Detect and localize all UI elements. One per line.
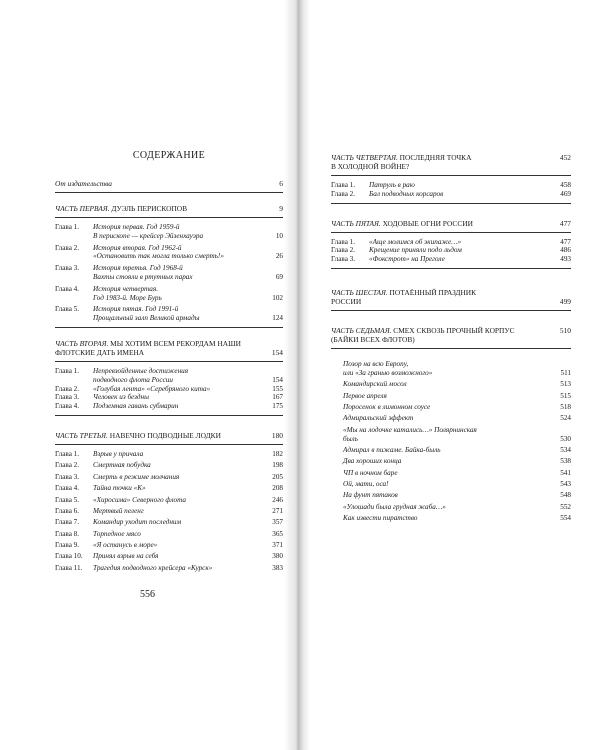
chapter-number: Глава 1. <box>331 181 356 189</box>
chapter-page: 167 <box>272 393 283 402</box>
part-prefix: ЧАСТЬ ШЕСТАЯ. <box>331 287 388 297</box>
title-line: Торпедное мясо <box>93 529 141 538</box>
toc-story <box>331 392 571 401</box>
title-line: Вахты стояли в ртутных парах <box>93 272 193 281</box>
part-2-chapters <box>55 367 283 411</box>
divider <box>55 217 283 218</box>
toc-part-2 <box>55 339 283 357</box>
story-title <box>331 491 549 500</box>
chapter-title <box>93 564 261 573</box>
chapter-page: 552 <box>560 502 571 511</box>
chapter-page: 26 <box>275 252 283 261</box>
part-prefix: ЧАСТЬ ПЯТАЯ. <box>331 218 381 228</box>
chapter-page: 493 <box>560 255 571 264</box>
chapter-number: Глава 4. <box>55 402 80 411</box>
title-line: Тайна точки «К» <box>93 484 146 493</box>
toc-story <box>331 491 571 500</box>
title-line: История первая. Год 1959-й <box>93 223 180 231</box>
right-toc-column <box>331 153 571 526</box>
toc-chapter <box>55 496 283 505</box>
chapter-page: 543 <box>560 480 571 489</box>
chapter-page: 541 <box>560 468 571 477</box>
chapter-page: 205 <box>272 472 283 481</box>
part-1-chapters <box>55 223 283 323</box>
toc-chapter <box>331 238 571 247</box>
chapter-page: 513 <box>560 380 571 389</box>
chapter-title <box>93 385 261 394</box>
story-title <box>331 392 549 401</box>
toc-chapter <box>55 393 283 402</box>
chapter-title <box>93 507 261 516</box>
chapter-title <box>93 223 261 241</box>
toc-entry-page: 6 <box>279 179 283 188</box>
chapter-page: 365 <box>272 529 283 538</box>
part-prefix: ЧАСТЬ ПЕРВАЯ. <box>55 204 110 213</box>
chapter-number: Глава 2. <box>55 461 80 470</box>
part-title: НАВЕЧНО ПОДВОДНЫЕ ЛОДКИ <box>109 430 221 440</box>
chapter-title <box>93 552 261 561</box>
toc-title: СОДЕРЖАНИЕ <box>132 150 206 161</box>
chapter-number: Глава 7. <box>55 518 80 527</box>
title-line: Принял взрыв на себя <box>93 552 159 561</box>
toc-chapter <box>55 264 283 282</box>
toc-chapter <box>331 246 571 255</box>
part-title-line-1: СМЕХ СКВОЗЬ ПРОЧНЫЙ КОРПУС <box>393 325 515 335</box>
part-4-chapters <box>331 181 571 199</box>
story-title <box>331 514 549 523</box>
chapter-title <box>369 190 549 199</box>
chapter-number: Глава 5. <box>55 305 80 314</box>
part-page: 477 <box>559 218 571 228</box>
chapter-page: 383 <box>272 563 283 572</box>
part-title: ХОДОВЫЕ ОГНИ РОССИИ <box>382 218 473 228</box>
title-line: Год 1983-й. Море Бурь <box>93 293 162 302</box>
story-title <box>331 380 549 389</box>
part-title-line-2: ФЛОТСКИЕ ДАТЬ ИМЕНА <box>55 347 145 357</box>
chapter-number: Глава 4. <box>55 284 80 293</box>
chapter-title <box>93 473 261 482</box>
part-title-line-2: В ХОЛОДНОЙ ВОЙНЕ? <box>331 162 410 171</box>
part-page: 180 <box>271 430 283 440</box>
chapter-page: 10 <box>275 231 283 240</box>
toc-part-3 <box>55 431 283 440</box>
toc-chapter <box>331 255 571 264</box>
part-page: 452 <box>559 153 571 162</box>
title-line: Взрыв у причала <box>93 449 144 458</box>
title-line: Позор на всю Европу, <box>343 359 409 368</box>
toc-story <box>331 503 571 512</box>
chapter-title <box>93 530 261 539</box>
part-5-chapters <box>331 238 571 264</box>
toc-chapter <box>55 450 283 459</box>
part-title-line-1: ПОТАЁННЫЙ ПРАЗДНИК <box>389 287 477 297</box>
chapter-number: Глава 2. <box>331 246 356 255</box>
divider <box>55 361 283 362</box>
story-title <box>331 414 549 423</box>
toc-part-6 <box>331 288 571 306</box>
chapter-number: Глава 4. <box>55 484 80 493</box>
chapter-page: 182 <box>272 449 283 458</box>
story-title <box>331 480 549 489</box>
title-line: «Фокстрот» на Преголе <box>369 255 445 264</box>
story-title <box>331 457 549 466</box>
chapter-number: Глава 1. <box>55 366 80 375</box>
chapter-number: Глава 1. <box>55 223 80 231</box>
toc-part-4 <box>331 153 571 171</box>
divider <box>331 232 571 233</box>
chapter-page: 371 <box>272 541 283 550</box>
chapter-number: Глава 5. <box>55 495 80 504</box>
chapter-number: Глава 6. <box>55 506 80 515</box>
title-line: Прощальный залп Великой армады <box>93 314 200 323</box>
chapter-title <box>369 246 549 255</box>
part-page: 510 <box>559 325 571 335</box>
title-line: История пятая. Год 1991-й <box>93 305 179 314</box>
part-prefix: ЧАСТЬ ВТОРАЯ. <box>55 338 109 348</box>
chapter-number: Глава 3. <box>331 255 356 264</box>
part-7-stories <box>331 360 571 523</box>
part-page: 154 <box>271 347 283 357</box>
chapter-page: 357 <box>272 518 283 527</box>
part-prefix: ЧАСТЬ ЧЕТВЕРТАЯ. <box>331 153 398 162</box>
title-line: «Мы на лодочке катались…» Полярнинская <box>343 425 477 434</box>
chapter-page: 380 <box>272 552 283 561</box>
title-line: Подземная гавань субмарин <box>93 402 179 411</box>
part-page: 9 <box>279 204 283 213</box>
toc-chapter <box>55 305 283 323</box>
chapter-title <box>93 402 261 411</box>
toc-chapter <box>55 285 283 303</box>
chapter-number: Глава 11. <box>55 563 83 572</box>
toc-chapter <box>55 541 283 550</box>
toc-chapter <box>331 181 571 190</box>
chapter-title <box>369 181 549 190</box>
divider <box>55 415 283 416</box>
toc-story <box>331 360 571 378</box>
title-line: Как извести пиратство <box>343 514 418 523</box>
chapter-page: 469 <box>560 189 571 198</box>
divider <box>55 327 283 328</box>
chapter-page: 486 <box>560 246 571 255</box>
story-title <box>331 426 549 444</box>
chapter-title <box>93 484 261 493</box>
toc-story <box>331 380 571 389</box>
chapter-page: 538 <box>560 457 571 466</box>
toc-chapter <box>55 530 283 539</box>
title-line: «Улошади была грудная жаба…» <box>343 502 446 511</box>
divider <box>55 192 283 193</box>
title-line: подводного флота России <box>93 375 173 384</box>
part-page: 499 <box>559 296 571 306</box>
chapter-page: 518 <box>560 402 571 411</box>
title-line: Адмиральский эффект <box>343 414 414 423</box>
part-title: ДУЭЛЬ ПЕРИСКОПОВ <box>111 204 188 213</box>
toc-entry-from-publisher <box>55 179 283 188</box>
toc-chapter <box>55 552 283 561</box>
divider <box>331 268 571 269</box>
chapter-page: 175 <box>272 402 283 411</box>
chapter-title <box>93 518 261 527</box>
book-gutter <box>284 0 310 750</box>
chapter-number: Глава 2. <box>331 189 356 198</box>
toc-chapter <box>55 564 283 573</box>
chapter-title <box>93 367 261 385</box>
toc-part-5 <box>331 219 571 228</box>
title-line: «Аще молимся об экипаже…» <box>369 237 462 246</box>
divider <box>55 444 283 445</box>
chapter-page: 530 <box>560 434 571 443</box>
part-prefix: ЧАСТЬ ТРЕТЬЯ. <box>55 430 108 440</box>
chapter-number: Глава 3. <box>55 264 80 273</box>
chapter-page: 124 <box>272 314 283 323</box>
part-title-line-2: РОССИИ <box>331 296 362 306</box>
chapter-title <box>369 255 549 264</box>
title-line: Первое апреля <box>343 391 387 400</box>
chapter-page: 246 <box>272 495 283 504</box>
title-line: или «За гранью возможного» <box>343 368 433 377</box>
title-line: История четвертая. <box>93 284 159 293</box>
title-line: История третья. Год 1968-й <box>93 264 183 273</box>
story-title <box>331 446 549 455</box>
chapter-number: Глава 1. <box>55 449 80 458</box>
title-line: Мертвый пеленг <box>93 506 144 515</box>
title-line: Адмирал в пижаме. Байка-быль <box>343 445 441 454</box>
toc-part-7 <box>331 326 571 344</box>
chapter-title <box>93 244 261 262</box>
chapter-page: 548 <box>560 491 571 500</box>
title-line: Смертная побудка <box>93 461 151 470</box>
left-toc-column <box>55 150 283 575</box>
chapter-title <box>93 285 261 303</box>
toc-chapter <box>55 507 283 516</box>
toc-chapter <box>55 385 283 394</box>
story-title <box>331 403 549 412</box>
toc-chapter <box>55 473 283 482</box>
chapter-title <box>93 541 261 550</box>
title-line: Трагедия подводного крейсера «Курск» <box>93 563 213 572</box>
divider <box>331 175 571 176</box>
chapter-number: Глава 2. <box>55 243 80 252</box>
toc-entry-label: От издательства <box>55 179 112 188</box>
toc-chapter <box>55 223 283 241</box>
title-line: Непревзойденные достижения <box>93 366 189 375</box>
page-number: 556 <box>140 589 155 600</box>
divider <box>331 348 571 349</box>
title-line: «Голубая лента» «Серебряного кита» <box>93 384 211 393</box>
chapter-number: Глава 9. <box>55 541 80 550</box>
toc-story <box>331 403 571 412</box>
title-line: Ой, мати, оса! <box>343 480 389 489</box>
story-title <box>331 503 549 512</box>
title-line: «Я останусь в море» <box>93 541 158 550</box>
title-line: Смерть в режиме молчания <box>93 472 180 481</box>
part-title-line-1: ПОСЛЕДНЯЯ ТОЧКА <box>399 153 472 162</box>
chapter-page: 524 <box>560 414 571 423</box>
part-title-line-1: МЫ ХОТИМ ВСЕМ РЕКОРДАМ НАШИ <box>110 338 241 348</box>
toc-chapter <box>55 367 283 385</box>
title-line: быль <box>343 434 358 443</box>
toc-story <box>331 414 571 423</box>
title-line: История вторая. Год 1962-й <box>93 243 182 252</box>
chapter-page: 534 <box>560 445 571 454</box>
toc-part-1 <box>55 204 283 213</box>
chapter-page: 515 <box>560 391 571 400</box>
title-line: Поросенок в лимонном соусе <box>343 402 431 411</box>
chapter-page: 102 <box>272 293 283 302</box>
chapter-page: 69 <box>275 272 283 281</box>
toc-chapter <box>55 402 283 411</box>
story-title <box>331 469 549 478</box>
chapter-number: Глава 2. <box>55 384 80 393</box>
chapter-number: Глава 10. <box>55 552 83 561</box>
toc-story <box>331 446 571 455</box>
chapter-title <box>93 393 261 402</box>
title-line: «Остановить так могла только смерть!» <box>93 252 224 261</box>
toc-chapter <box>55 484 283 493</box>
toc-story <box>331 480 571 489</box>
chapter-title <box>93 264 261 282</box>
title-line: Человек из бездны <box>93 393 149 402</box>
title-line: Командир уходит последним <box>93 518 182 527</box>
chapter-title <box>93 305 261 323</box>
chapter-title <box>93 496 261 505</box>
toc-chapter <box>331 190 571 199</box>
toc-story <box>331 514 571 523</box>
title-line: Патруль в раю <box>369 181 415 189</box>
chapter-page: 198 <box>272 461 283 470</box>
toc-chapter <box>55 518 283 527</box>
toc-chapter <box>55 461 283 470</box>
chapter-page: 511 <box>560 368 571 377</box>
chapter-page: 155 <box>272 384 283 393</box>
chapter-title <box>93 461 261 470</box>
chapter-title <box>369 238 549 247</box>
chapter-page: 208 <box>272 484 283 493</box>
chapter-number: Глава 8. <box>55 529 80 538</box>
chapter-page: 554 <box>560 514 571 523</box>
title-line: На фунт пятаков <box>343 491 398 500</box>
toc-story <box>331 426 571 444</box>
divider <box>331 310 571 311</box>
title-line: Бал подводных корсаров <box>369 189 444 198</box>
chapter-number: Глава 3. <box>55 472 80 481</box>
toc-story <box>331 457 571 466</box>
part-prefix: ЧАСТЬ СЕДЬМАЯ. <box>331 325 392 335</box>
chapter-page: 458 <box>560 181 571 189</box>
divider <box>331 203 571 204</box>
chapter-number: Глава 1. <box>331 237 356 246</box>
title-line: ЧП в ночном баре <box>343 468 398 477</box>
toc-story <box>331 469 571 478</box>
chapter-page: 477 <box>560 237 571 246</box>
toc-chapter <box>55 244 283 262</box>
chapter-number: Глава 3. <box>55 393 80 402</box>
chapter-page: 271 <box>272 506 283 515</box>
chapter-page: 154 <box>272 375 283 384</box>
story-title <box>331 360 549 378</box>
title-line: Два хороших конца <box>343 457 402 466</box>
part-title-line-2: (БАЙКИ ВСЕХ ФЛОТОВ) <box>331 334 415 344</box>
title-line: Крещение приняли подо льдом <box>369 246 462 255</box>
title-line: Командирский мосол <box>343 380 407 389</box>
title-line: В перископе — крейсер Эйзенхауэра <box>93 231 204 240</box>
chapter-title <box>93 450 261 459</box>
title-line: «Хиросима» Северного флота <box>93 495 187 504</box>
part-3-chapters <box>55 450 283 573</box>
